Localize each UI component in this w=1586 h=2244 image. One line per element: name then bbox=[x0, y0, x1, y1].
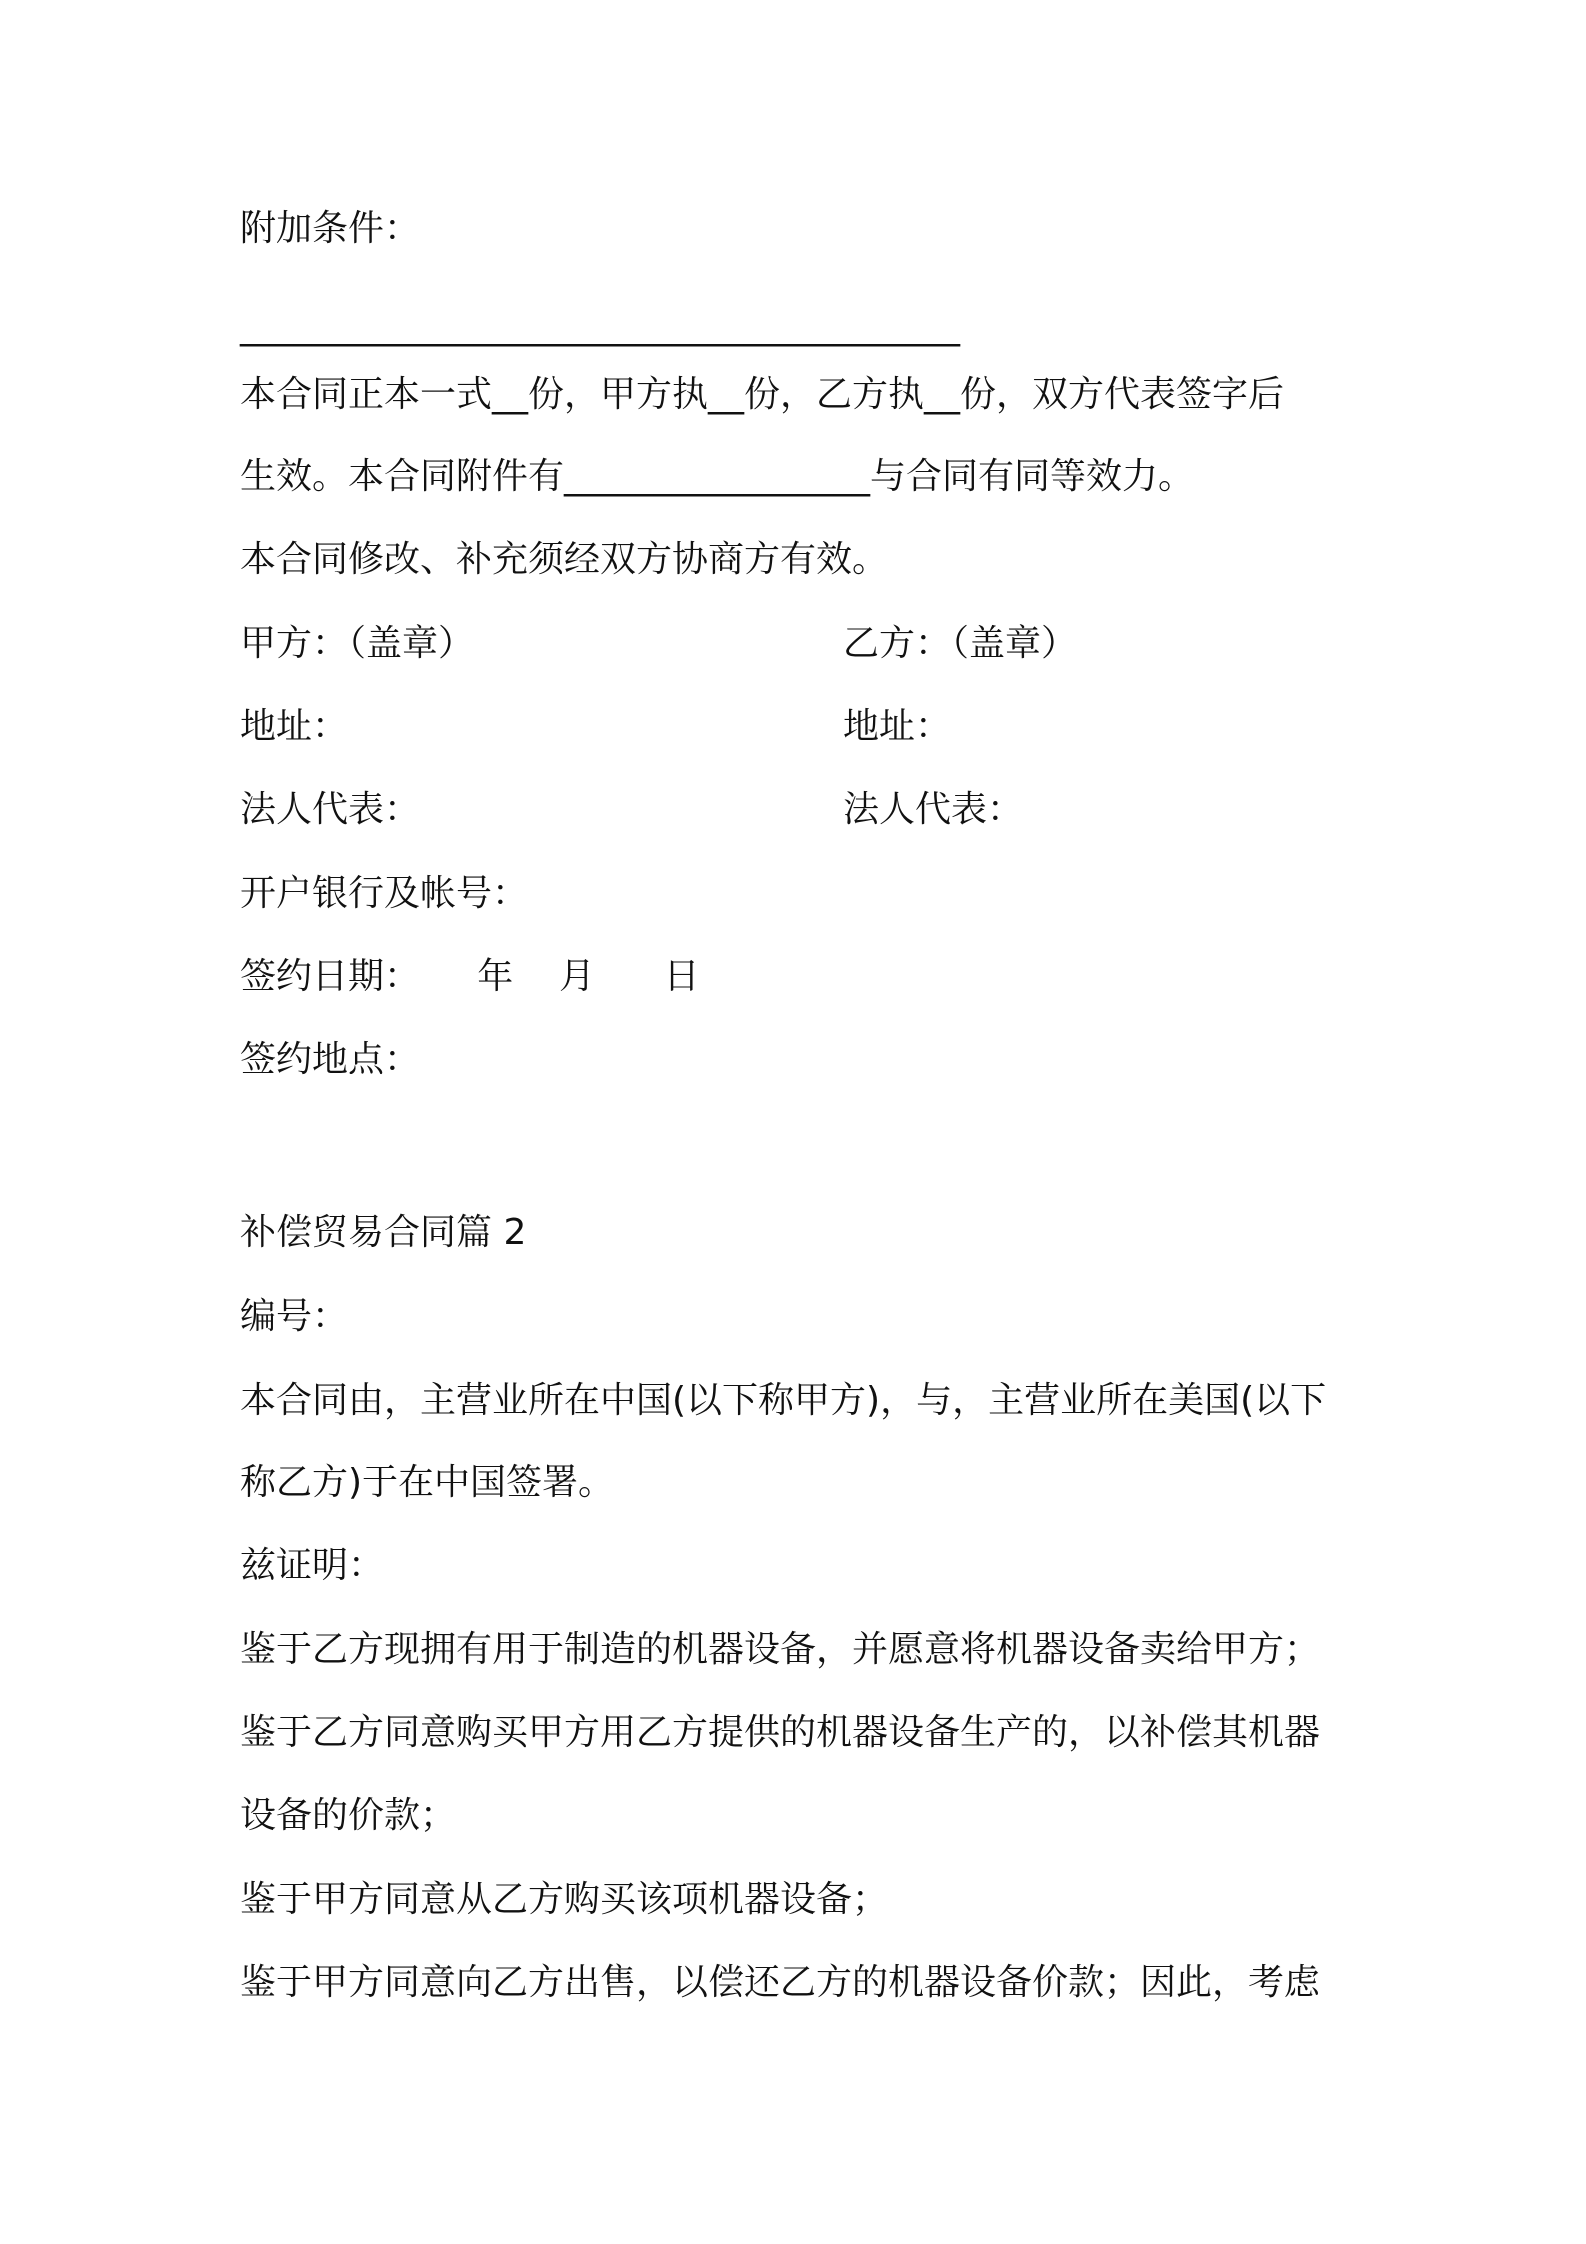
whereas-clause-4: 鉴于甲方同意向乙方出售，以偿还乙方的机器设备价款；因此，考虑 bbox=[240, 1962, 1321, 2003]
contract-2-title: 补偿贸易合同篇 2 bbox=[240, 1212, 527, 1253]
party-a-seal: 甲方：（盖章） bbox=[240, 623, 475, 664]
copies-clause-line-1: 本合同正本一式__份，甲方执__份，乙方执__份，双方代表签字后 bbox=[240, 374, 1285, 415]
whereas-clause-2-line-1: 鉴于乙方同意购买甲方用乙方提供的机器设备生产的，以补偿其机器 bbox=[240, 1712, 1321, 1753]
amendment-clause: 本合同修改、补充须经双方协商方有效。 bbox=[240, 539, 889, 580]
whereas-clause-2-line-2: 设备的价款； bbox=[240, 1795, 457, 1836]
blank-rule: ________________________________________ bbox=[240, 306, 960, 347]
copies-clause-line-2: 生效。本合同附件有_________________与合同有同等效力。 bbox=[240, 456, 1195, 497]
party-a-legal-rep: 法人代表： bbox=[240, 789, 421, 830]
party-b-legal-rep: 法人代表： bbox=[843, 789, 1024, 830]
bank-account: 开户银行及帐号： bbox=[240, 873, 529, 914]
witness-statement: 兹证明： bbox=[240, 1545, 385, 1586]
additional-conditions-label: 附加条件： bbox=[240, 208, 421, 249]
whereas-clause-3: 鉴于甲方同意从乙方购买该项机器设备； bbox=[240, 1879, 889, 1920]
whereas-clause-1: 鉴于乙方现拥有用于制造的机器设备，并愿意将机器设备卖给甲方； bbox=[240, 1629, 1321, 1670]
sign-place: 签约地点： bbox=[240, 1039, 421, 1080]
party-b-seal: 乙方：（盖章） bbox=[843, 623, 1078, 664]
contract-number: 编号： bbox=[240, 1296, 349, 1337]
intro-line-1: 本合同由，主营业所在中国(以下称甲方)，与，主营业所在美国(以下 bbox=[240, 1380, 1327, 1421]
intro-line-2: 称乙方)于在中国签署。 bbox=[240, 1462, 615, 1503]
sign-date: 签约日期： 年 月 日 bbox=[240, 956, 700, 997]
party-b-address: 地址： bbox=[843, 706, 952, 747]
party-a-address: 地址： bbox=[240, 706, 349, 747]
